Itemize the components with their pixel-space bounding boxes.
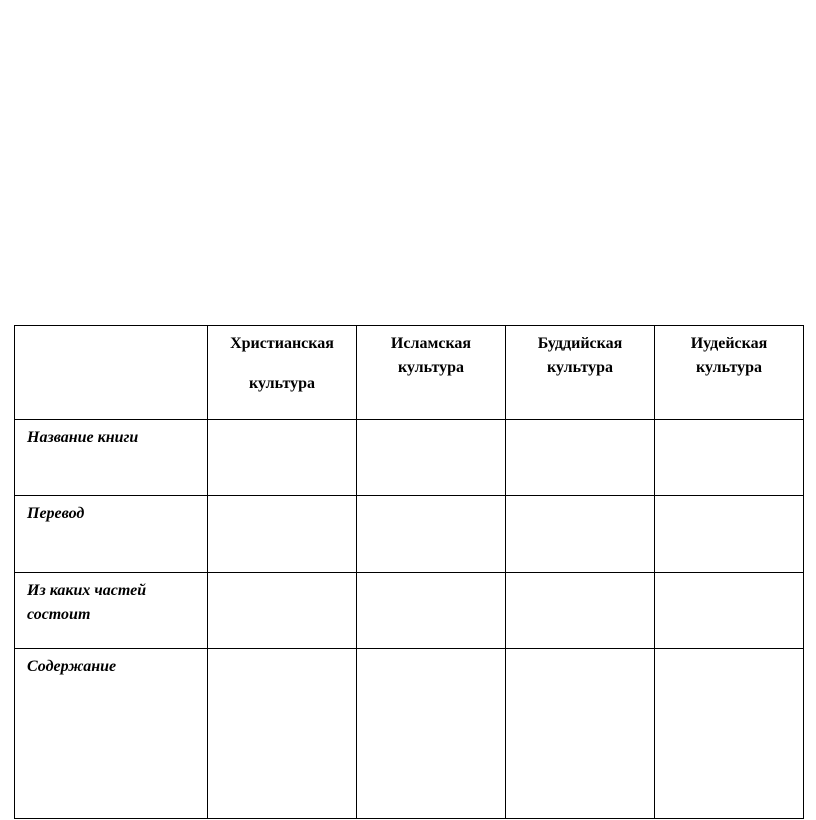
header-islamic-culture	[357, 326, 506, 420]
table-row	[15, 649, 804, 819]
table-header-row	[15, 326, 804, 420]
table-cell[interactable]	[357, 573, 506, 649]
header-line: Исламская	[390, 335, 472, 352]
table-cell[interactable]	[655, 496, 804, 573]
header-buddhist-culture	[506, 326, 655, 420]
table-row	[15, 420, 804, 496]
table-cell[interactable]	[655, 649, 804, 819]
table-cell[interactable]	[506, 649, 655, 819]
header-line: культура	[547, 359, 613, 376]
table-cell[interactable]	[357, 420, 506, 496]
corner-cell	[15, 326, 208, 420]
table-cell[interactable]	[655, 573, 804, 649]
header-line: Буддийская	[537, 335, 623, 352]
table-cell[interactable]	[208, 496, 357, 573]
row-label-book-name	[15, 420, 208, 496]
table-cell[interactable]	[506, 573, 655, 649]
table-cell[interactable]	[208, 420, 357, 496]
comparison-table	[14, 325, 804, 819]
row-label-translation	[15, 496, 208, 573]
row-label-parts	[15, 573, 208, 649]
table-row	[15, 496, 804, 573]
table-cell[interactable]	[357, 496, 506, 573]
row-label-text: Название книги	[27, 429, 139, 446]
table-cell[interactable]	[208, 649, 357, 819]
header-christian-culture	[208, 326, 357, 420]
row-label-text: Содержание	[27, 658, 117, 675]
header-line: культура	[398, 359, 464, 376]
row-label-text: Из каких частей	[27, 582, 147, 599]
row-label-text: Перевод	[27, 505, 85, 522]
table-cell[interactable]	[655, 420, 804, 496]
row-label-text: состоит	[27, 606, 91, 623]
header-line: Христианская	[230, 335, 334, 352]
header-line: культура	[696, 359, 762, 376]
table-row	[15, 573, 804, 649]
table-cell[interactable]	[357, 649, 506, 819]
table-cell[interactable]	[506, 496, 655, 573]
row-label-content	[15, 649, 208, 819]
table-cell[interactable]	[208, 573, 357, 649]
header-line: культура	[249, 375, 315, 392]
header-line: Иудейская	[690, 335, 768, 352]
header-judaic-culture	[655, 326, 804, 420]
table-cell[interactable]	[506, 420, 655, 496]
